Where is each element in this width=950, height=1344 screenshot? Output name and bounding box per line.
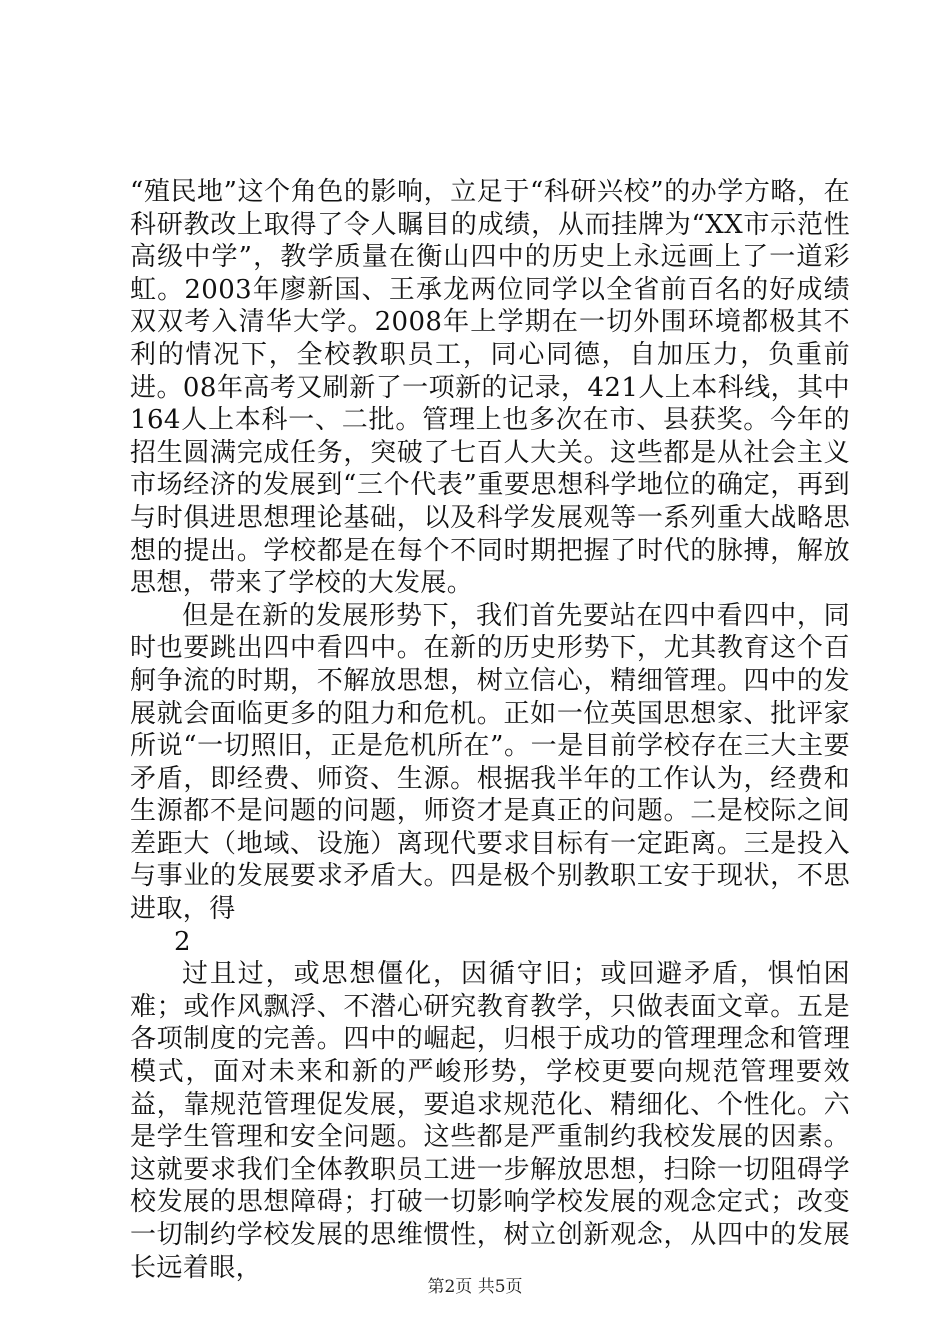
paragraph-3: 过且过，或思想僵化，因循守旧；或回避矛盾，惧怕困难；或作风飘浮、不潜心研究教育教学，只做表面文章。五是各项制度的完善。四中的崛起，归根于成功的管理理念和管理模式，面对未来和新的严峻形势，学校更要向规范管理要效益，靠规范管理促发展，要追求规范化、精细化、个性化。六是学生管理和安全问题。这些都是严重制约我校发展的因素。这就要求我们全体教职员工进一步解放思想，扫除一切阻碍学校发展的思想障碍；打破一切影响学校发展的观念定式；改变一切制约学校发展的思维惯性，树立创新观念，从四中的发展长远着眼， [130,959,850,1283]
inline-page-number: 2 [174,926,191,957]
paragraph-1: “殖民地”这个角色的影响，立足于“科研兴校”的办学方略，在科研教改上取得了令人瞩目的成绩，从而挂牌为“XX市示范性高级中学”，教学质量在衡山四中的历史上永远画上了一道彩虹。2003年廖新国、王承龙两位同学以全省前百名的好成绩双双考入清华大学。2008年上学期在一切外围环境都极其不利的情况下，全校教职员工，同心同德，自加压力，负重前进。08年高考又刷新了一项新的记录，421人上本科线，其中164人上本科一、二批。管理上也多次在市、县获奖。今年的招生圆满完成任务，突破了七百人大关。这些都是从社会主义市场经济的发展到“三个代表”重要思想科学地位的确定，再到与时俱进思想理论基础，以及科学发展观等一系列重大战略思想的提出。学校都是在每个不同时期把握了时代的脉搏，解放思想，带来了学校的大发展。 [130,177,850,599]
paragraph-2: 但是在新的发展形势下，我们首先要站在四中看四中，同时也要跳出四中看四中。在新的历史形势下，尤其教育这个百舸争流的时期，不解放思想，树立信心，精细管理。四中的发展就会面临更多的阻力和危机。正如一位英国思想家、批评家所说“一切照旧，正是危机所在”。一是目前学校存在三大主要矛盾，即经费、师资、生源。根据我半年的工作认为，经费和生源都不是问题的问题，师资才是真正的问题。二是校际之间差距大（地域、设施）离现代要求目标有一定距离。三是投入与事业的发展要求矛盾大。四是极个别教职工安于现状，不思进取，得 [130,600,850,925]
page-footer: 第2页 共5页 [427,1277,523,1297]
document-body [130,176,850,1284]
